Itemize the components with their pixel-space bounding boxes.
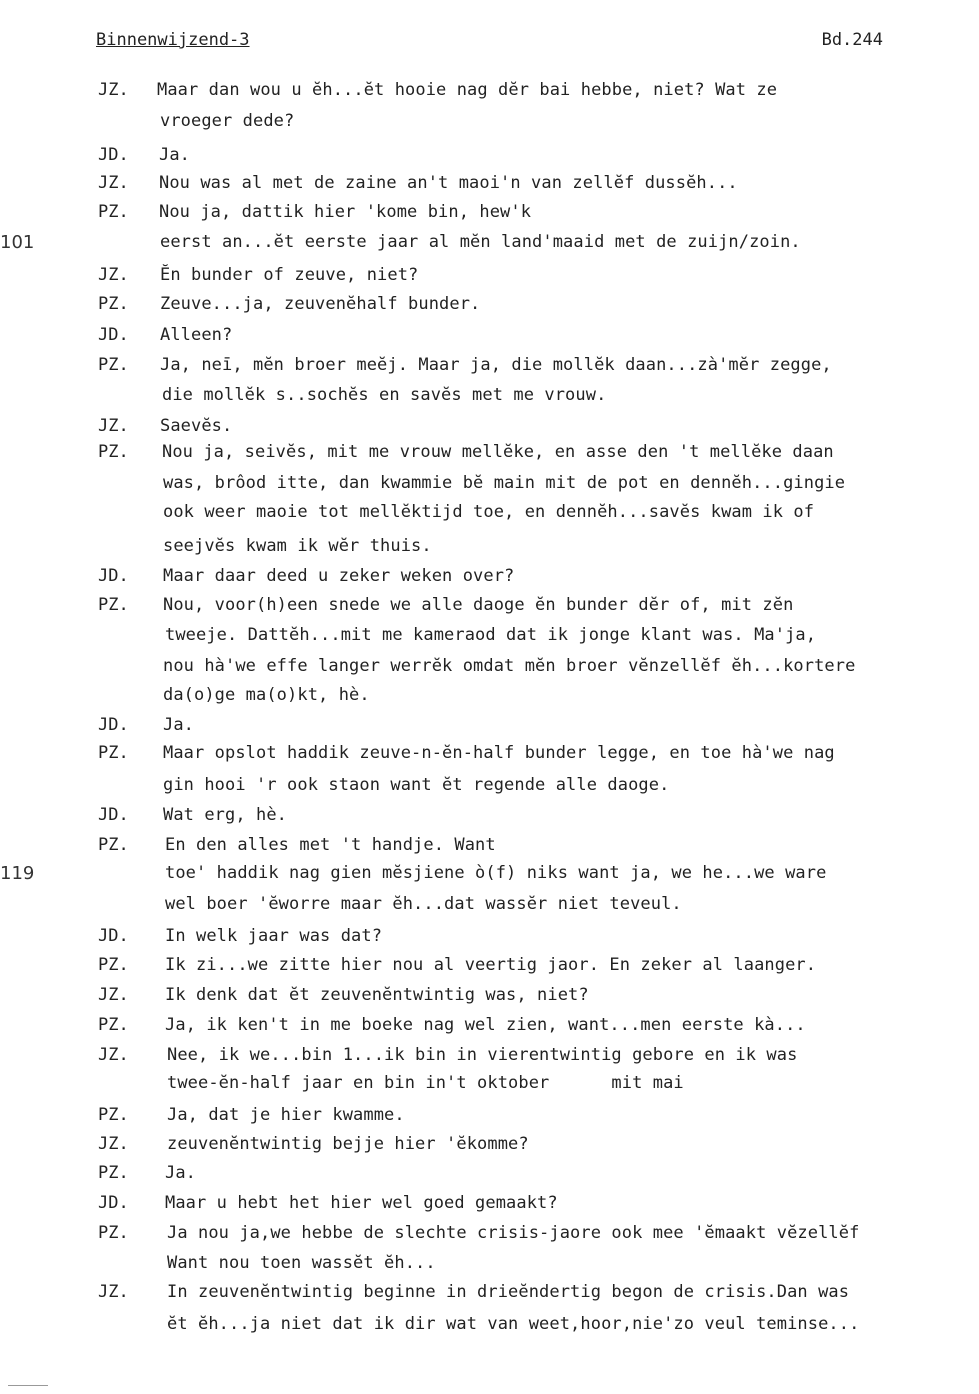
transcript-line <box>0 260 979 290</box>
utterance-text: Nou, voor(h)een snede we alle daoge ĕn bunder dĕr of, mit zĕn <box>163 595 794 615</box>
speaker-label: JD. <box>98 715 129 735</box>
utterance-text: Maar daar deed u zeker weken over? <box>163 566 515 586</box>
transcript-line <box>0 497 979 527</box>
utterance-text: En den alles met 't handje. Want <box>165 835 496 855</box>
transcript-line <box>0 531 979 561</box>
transcript-line <box>0 75 979 105</box>
transcript-line <box>0 1129 979 1159</box>
transcript-line <box>0 1040 979 1070</box>
utterance-text: nou hà'we effe langer werrĕk omdat mĕn broer vĕnzellĕf ĕh...kortere <box>163 656 856 676</box>
transcript-line <box>0 289 979 319</box>
speaker-label: PZ. <box>98 743 129 763</box>
footer-rule <box>8 1385 48 1386</box>
utterance-text: Ik zi...we zitte hier nou al veertig jaor. En zeker al laanger. <box>165 955 817 975</box>
utterance-text: da(o)ge ma(o)kt, hè. <box>163 685 370 705</box>
utterance-text: Ja. <box>163 715 195 735</box>
speaker-label: PZ. <box>98 1015 129 1035</box>
utterance-text: toe' haddik nag gien mĕsjiene ò(f) niks want ja, we he...we ware <box>165 863 827 883</box>
speaker-label: PZ. <box>98 202 129 222</box>
utterance-text: Ja, neī, mĕn broer meĕj. Maar ja, die mollĕk daan...zà'mĕr zegge, <box>160 355 832 375</box>
transcript-line <box>0 1277 979 1307</box>
utterance-text: ĕt ĕh...ja niet dat ik dir wat van weet,hoor,nie'zo veul teminse... <box>167 1314 860 1334</box>
transcript-line <box>0 1100 979 1130</box>
transcript-line <box>0 140 979 170</box>
transcript-line <box>0 651 979 681</box>
utterance-text: eerst an...ĕt eerste jaar al mĕn land'maaid met de zuijn/zoin. <box>160 232 801 252</box>
transcript-line <box>0 1218 979 1248</box>
transcript-line <box>0 1309 979 1339</box>
transcript-line <box>0 227 979 257</box>
utterance-text: Ĕn bunder of zeuve, niet? <box>160 265 419 285</box>
utterance-text: Nou ja, dattik hier 'kome bin, hew'k <box>159 202 532 222</box>
utterance-text: Zeuve...ja, zeuvenĕhalf bunder. <box>160 294 481 314</box>
utterance-text: twee-ĕn-half jaar en bin in't oktober mit mai <box>167 1073 684 1093</box>
utterance-text: zeuvenĕntwintig bejje hier 'ĕkomme? <box>167 1134 529 1154</box>
utterance-text: Alleen? <box>160 325 233 345</box>
speaker-label: PZ. <box>98 595 129 615</box>
utterance-text: Ja, ik ken't in me boeke nag wel zien, want...men eerste kà... <box>165 1015 806 1035</box>
speaker-label: JD. <box>98 1193 129 1213</box>
transcript-line <box>0 680 979 710</box>
utterance-text: was, brôod itte, dan kwammie bĕ main mit de pot en dennĕh...gingie <box>163 473 846 493</box>
speaker-label: JZ. <box>98 416 129 436</box>
utterance-text: gin hooi 'r ook staon want ĕt regende alle daoge. <box>163 775 670 795</box>
transcript-line <box>0 620 979 650</box>
transcript-line <box>0 437 979 467</box>
speaker-label: JD. <box>98 145 129 165</box>
utterance-text: Ik denk dat ĕt zeuvenĕntwintig was, niet? <box>165 985 589 1005</box>
page-header-number: Bd.244 <box>821 30 883 50</box>
utterance-text: vroeger dede? <box>160 111 295 131</box>
speaker-label: PZ. <box>98 1223 129 1243</box>
utterance-text: Nou was al met de zaine an't maoi'n van zellĕf dussĕh... <box>159 173 738 193</box>
speaker-label: JZ. <box>98 173 129 193</box>
utterance-text: die mollĕk s..sochĕs en savĕs met me vrouw. <box>162 385 607 405</box>
transcript-line <box>0 380 979 410</box>
utterance-text: Saevĕs. <box>160 416 233 436</box>
transcript-line <box>0 710 979 740</box>
transcript-line <box>0 800 979 830</box>
transcript-line <box>0 889 979 919</box>
speaker-label: JZ. <box>98 1282 129 1302</box>
utterance-text: ook weer maoie tot mellĕktijd toe, en dennĕh...savĕs kwam ik of <box>163 502 815 522</box>
utterance-text: tweeje. Dattĕh...mit me kameraod dat ik jonge klant was. Ma'ja, <box>165 625 817 645</box>
transcript-line <box>0 1188 979 1218</box>
margin-line-number: 101 <box>0 232 35 253</box>
transcript-line <box>0 1248 979 1278</box>
margin-line-number: 119 <box>0 863 35 884</box>
utterance-text: Want nou toen wassĕt ĕh... <box>167 1253 436 1273</box>
utterance-text: Wat erg, hè. <box>163 805 288 825</box>
page-header-title: Binnenwijzend-3 <box>96 30 250 50</box>
speaker-label: JD. <box>98 325 129 345</box>
utterance-text: wel boer 'ĕworre maar ĕh...dat wassĕr niet teveul. <box>165 894 682 914</box>
speaker-label: PZ. <box>98 955 129 975</box>
speaker-label: JD. <box>98 926 129 946</box>
utterance-text: Nee, ik we...bin 1...ik bin in vierentwintig gebore en ik was <box>167 1045 798 1065</box>
utterance-text: Ja. <box>159 145 191 165</box>
speaker-label: JD. <box>98 805 129 825</box>
utterance-text: Maar opslot haddik zeuve-n-ĕn-half bunder legge, en toe hà'we nag <box>163 743 835 763</box>
transcript-line <box>0 561 979 591</box>
speaker-label: JZ. <box>98 1045 129 1065</box>
transcript-line <box>0 1158 979 1188</box>
transcript-line <box>0 980 979 1010</box>
transcript-line <box>0 738 979 768</box>
utterance-text: In zeuvenĕntwintig beginne in drieĕndertig begon de crisis.Dan was <box>167 1282 850 1302</box>
speaker-label: JZ. <box>98 265 129 285</box>
transcript-line <box>0 858 979 888</box>
transcript-line <box>0 1068 979 1098</box>
transcript-line <box>0 921 979 951</box>
utterance-text: Ja. <box>165 1163 197 1183</box>
utterance-text: Maar u hebt het hier wel goed gemaakt? <box>165 1193 558 1213</box>
transcript-line <box>0 197 979 227</box>
utterance-text: Nou ja, seivĕs, mit me vrouw mellĕke, en asse den 't mellĕke daan <box>162 442 834 462</box>
speaker-label: JZ. <box>98 80 129 100</box>
transcript-line <box>0 350 979 380</box>
speaker-label: PZ. <box>98 1105 129 1125</box>
transcript-line <box>0 950 979 980</box>
speaker-label: PZ. <box>98 294 129 314</box>
speaker-label: JZ. <box>98 985 129 1005</box>
utterance-text: Ja, dat je hier kwamme. <box>167 1105 405 1125</box>
speaker-label: JZ. <box>98 1134 129 1154</box>
transcript-line <box>0 830 979 860</box>
speaker-label: PZ. <box>98 355 129 375</box>
transcript-line <box>0 106 979 136</box>
transcript-line <box>0 770 979 800</box>
utterance-text: In welk jaar was dat? <box>165 926 383 946</box>
transcript-line <box>0 468 979 498</box>
transcript-line <box>0 168 979 198</box>
utterance-text: Ja nou ja,we hebbe de slechte crisis-jaore ook mee 'ĕmaakt vĕzellĕf <box>167 1223 860 1243</box>
speaker-label: JD. <box>98 566 129 586</box>
speaker-label: PZ. <box>98 1163 129 1183</box>
utterance-text: Maar dan wou u ĕh...ĕt hooie nag dĕr bai hebbe, niet? Wat ze <box>157 80 778 100</box>
transcript-line <box>0 320 979 350</box>
speaker-label: PZ. <box>98 442 129 462</box>
speaker-label: PZ. <box>98 835 129 855</box>
utterance-text: seejvĕs kwam ik wĕr thuis. <box>163 536 432 556</box>
transcript-line <box>0 590 979 620</box>
transcript-line <box>0 1010 979 1040</box>
